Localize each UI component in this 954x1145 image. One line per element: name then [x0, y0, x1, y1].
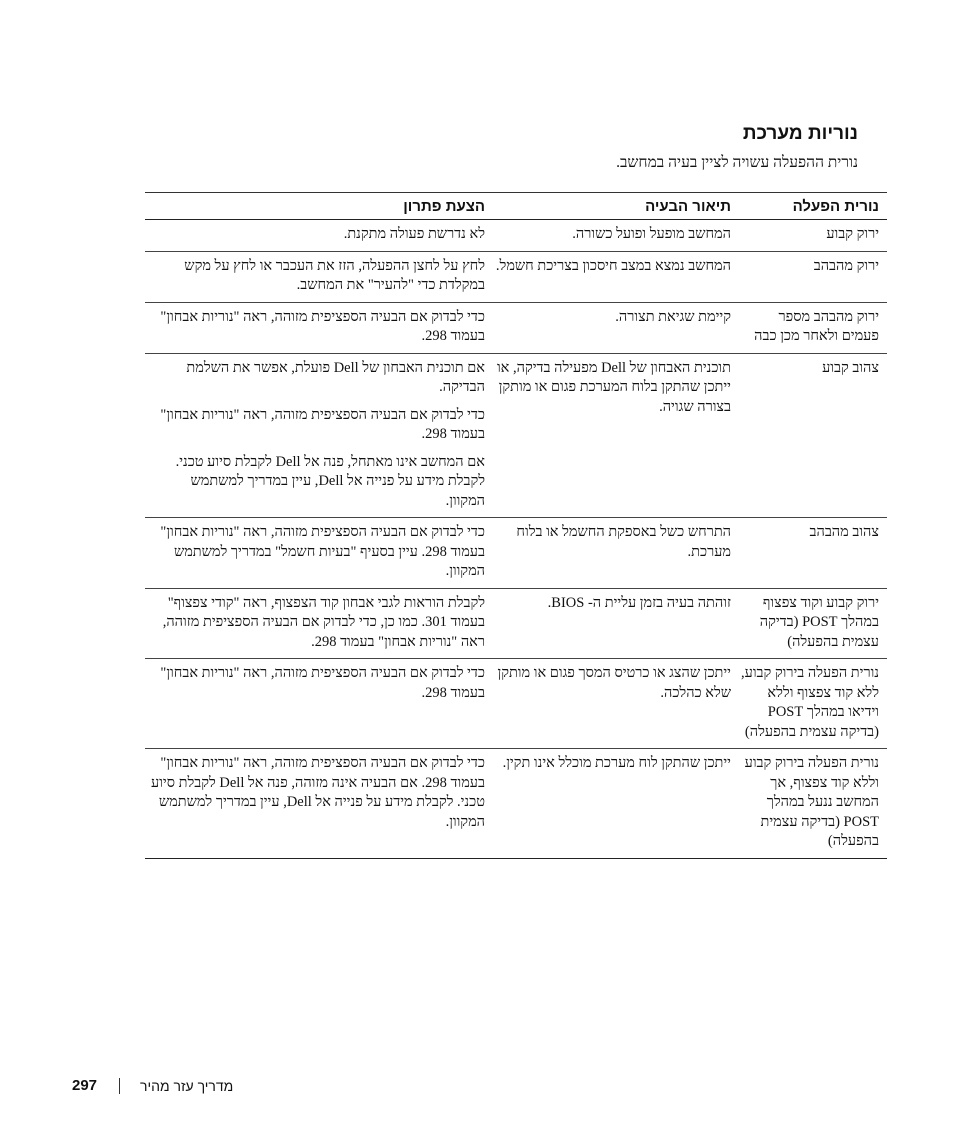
power-light-cell: ירוק קבוע	[735, 220, 887, 252]
power-light-cell: ירוק קבוע וקוד צפצוף במהלך POST (בדיקה עצמית בהפעלה)	[735, 588, 887, 659]
solution-paragraph: כדי לבדוק אם הבעיה הספציפית מזוהה, ראה "נוריות אבחון" בעמוד 298.	[160, 308, 485, 344]
solution-paragraph: כדי לבדוק אם הבעיה הספציפית מזוהה, ראה "נוריות אבחון" בעמוד 298.	[160, 665, 485, 701]
problem-description-cell: התרחש כשל באספקת החשמל או בלוח מערכת.	[489, 518, 735, 589]
suggested-solution-cell	[145, 659, 489, 749]
system-lights-table	[145, 192, 887, 859]
table-row	[145, 659, 887, 749]
problem-description-cell: תוכנית האבחון של Dell מפעילה בדיקה, או ייתכן שהתקן בלוח המערכת פגום או מותקן בצורה שגויה.	[489, 353, 735, 518]
table-row	[145, 251, 887, 302]
power-light-cell: ירוק מהבהב	[735, 251, 887, 302]
power-light-cell: נורית הפעלה בירוק קבוע, ללא קוד צפצוף וללא וידיאו במהלך POST (בדיקה עצמית בהפעלה)	[735, 659, 887, 749]
table-row	[145, 588, 887, 659]
section-title: נוריות מערכת	[742, 123, 858, 144]
table-row	[145, 518, 887, 589]
solution-paragraph: כדי לבדוק אם הבעיה הספציפית מזוהה, ראה "נוריות אבחון" בעמוד 298.	[160, 406, 485, 442]
suggested-solution-cell	[145, 749, 489, 859]
page-footer	[72, 1077, 233, 1094]
suggested-solution-cell	[145, 302, 489, 353]
solution-paragraph: לקבלת הוראות לגבי אבחון קוד הצפצוף, ראה "קודי צפצוף" בעמוד 301. כמו כן, כדי לבדוק אם הבעיה הספציפית מזוהה, ראה "נוריות אבחון" בעמוד 298.	[162, 594, 485, 650]
problem-description-cell: המחשב מופעל ופועל כשורה.	[489, 220, 735, 252]
header-problem-description: תיאור הבעיה	[489, 193, 735, 220]
suggested-solution-cell	[145, 251, 489, 302]
header-suggested-solution: הצעת פתרון	[145, 193, 489, 220]
suggested-solution-cell	[145, 220, 489, 252]
power-light-cell: צהוב קבוע	[735, 353, 887, 518]
power-light-cell: צהוב מהבהב	[735, 518, 887, 589]
header-power-light: נורית הפעלה	[735, 193, 887, 220]
power-light-cell: ירוק מהבהב מספר פעמים ולאחר מכן כבה	[735, 302, 887, 353]
problem-description-cell: ייתכן שהתקן לוח מערכת מוכלל אינו תקין.	[489, 749, 735, 859]
solution-paragraph: לא נדרשת פעולה מתקנת.	[343, 226, 485, 242]
footer-divider	[119, 1078, 120, 1094]
table-row	[145, 353, 887, 518]
solution-paragraph: אם המחשב אינו מאתחל, פנה אל Dell לקבלת סיוע טכני. לקבלת מידע על פנייה אל Dell, עיין במדריך למשתמש המקוון.	[175, 453, 485, 509]
section-intro: נורית ההפעלה עשויה לציין בעיה במחשב.	[616, 154, 858, 171]
power-light-cell: נורית הפעלה בירוק קבוע וללא קוד צפצוף, אך המחשב ננעל במהלך POST (בדיקה עצמית בהפעלה)	[735, 749, 887, 859]
problem-description-cell: זוהתה בעיה בזמן עליית ה- BIOS.	[489, 588, 735, 659]
solution-paragraph: אם תוכנית האבחון של Dell פועלת, אפשר את השלמת הבדיקה.	[186, 359, 485, 395]
problem-description-cell: ייתכן שהצג או כרטיס המסך פגום או מותקן שלא כהלכה.	[489, 659, 735, 749]
table-row	[145, 220, 887, 252]
suggested-solution-cell	[145, 588, 489, 659]
problem-description-cell: המחשב נמצא במצב חיסכון בצריכת חשמל.	[489, 251, 735, 302]
table-row	[145, 749, 887, 859]
solution-paragraph: כדי לבדוק אם הבעיה הספציפית מזוהה, ראה "נוריות אבחון" בעמוד 298. עיין בסעיף "בעיות חשמל" במדריך למשתמש המקוון.	[160, 524, 485, 579]
suggested-solution-cell	[145, 518, 489, 589]
page-number: 297	[72, 1077, 98, 1094]
problem-description-cell: קיימת שגיאת תצורה.	[489, 302, 735, 353]
table-header-row	[145, 193, 887, 220]
solution-paragraph: לחץ על לחצן ההפעלה, הזז את העכבר או לחץ על מקש במקלדת כדי "להעיר" את המחשב.	[184, 257, 485, 293]
suggested-solution-cell	[145, 353, 489, 518]
guide-name: מדריך עזר מהיר	[140, 1077, 234, 1094]
table-row	[145, 302, 887, 353]
solution-paragraph: כדי לבדוק אם הבעיה הספציפית מזוהה, ראה "נוריות אבחון" בעמוד 298. אם הבעיה אינה מזוהה, פנה אל Dell לקבלת סיוע טכני. לקבלת מידע על פנייה אל Dell, עיין במדריך למשתמש המקוון.	[151, 755, 485, 830]
